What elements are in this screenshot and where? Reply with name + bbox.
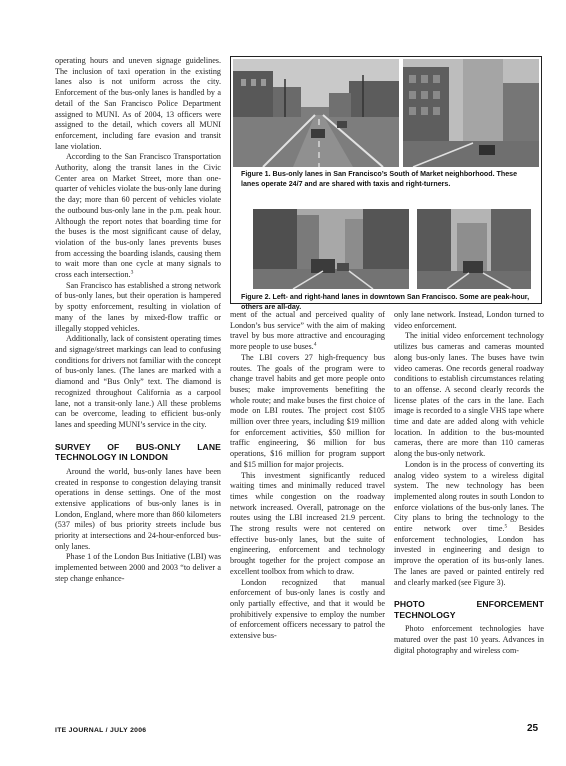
paragraph: ment of the actual and perceived quality of London’s bus service” with the aim of making travel by bus more attractive and encouraging more people to use buses.$^4$ bbox=[230, 310, 385, 352]
footnote-ref: 3 bbox=[130, 269, 134, 276]
figure-2-photo-left bbox=[253, 209, 409, 289]
paragraph: Additionally, lack of consistent operating times and signage/street markings can lead to confusing conditions for drivers not familiar with the concept of bus-only lanes. (The lanes are marked with a diamond and “Bus Only” text. The diamond is recognized throughout California as a carpool lane, not a transit-only lane.) All these problems can be overcome, leading to efficient bus-only lanes and speeding MUNI’s service in the city. bbox=[55, 334, 221, 429]
paragraph: This investment significantly reduced waiting times and minimally reduced travel times while congestion on the roadway network increased. Overall, patronage on the routes using the LBI increased 21.9 percent. The strong results were not centered on effective bus-only lanes, but the suite of engineering, enforcement and technology brought together for the project compose an excellent toolbox from which to draw. bbox=[230, 470, 385, 576]
figure-1-photo-street bbox=[233, 59, 399, 167]
figure-1-caption: Figure 1. Bus-only lanes in San Francisco’s South of Market neighborhood. These lanes operate 24/7 and are shared with taxis and right-turners. bbox=[241, 170, 518, 188]
figure-2-photo-right bbox=[417, 209, 531, 289]
figure-panel bbox=[230, 56, 542, 311]
section-heading: PHOTO ENFORCEMENT TECHNOLOGY bbox=[394, 599, 544, 620]
paragraph: The LBI covers 27 high-frequency bus routes. The goals of the program were to change travel habits and get more people onto buses; make improvements benefiting the whole route; and make buses the first choice of mode on LBI routes. The project cost $105 million over three years, including $19 million for enforcement activities, $50 million for traffic engineering, $6 million for bus operations, $16 million for program support and $15 million for major projects. bbox=[230, 352, 385, 469]
page-number: 25 bbox=[527, 723, 539, 734]
text-column-left bbox=[55, 56, 221, 585]
figure-2-caption: Figure 2. Left- and right-hand lanes in downtown San Francisco. Some are peak-hour, others are all-day. bbox=[241, 293, 530, 311]
text-column-right bbox=[394, 310, 544, 657]
text-column-middle bbox=[230, 310, 385, 642]
figure-1-photo-buildings bbox=[403, 59, 539, 167]
paragraph: London recognized that manual enforcement of bus-only lanes is costly and only partially effective, and that it would be prohibitively expensive to employ the number of enforcement officers necessary to patrol the extensive bus- bbox=[230, 577, 385, 641]
paragraph: operating hours and uneven signage guidelines. The inclusion of taxi operation in the existing lanes also is not uniform across the city. Enforcement of the bus-only lanes is handled by a detail of the San Francisco Police Department assigned to MUNI. As of 2004, 13 officers were assigned to the detail, which covers all MUNI enforcement, including fare evasion and transit lane violation. bbox=[55, 56, 221, 151]
paragraph: San Francisco has established a strong network of bus-only lanes, but their operation is hampered by spotty enforcement, resulting in violation of many of the lanes by mixed-flow traffic or illegally stopped vehicles. bbox=[55, 280, 221, 333]
paragraph: Photo enforcement technologies have matured over the past 10 years. Advances in digital photography and wireless com- bbox=[394, 624, 544, 655]
journal-footer: ITE JOURNAL / JULY 2006 bbox=[55, 727, 147, 734]
paragraph: Phase 1 of the London Bus Initiative (LBI) was implemented between 2000 and 2003 “to deliver a step change enhance- bbox=[55, 552, 221, 583]
paragraph: Around the world, bus-only lanes have been created in response to congestion delaying transit operations in dense settings. One of the most extensive applications of bus-only lanes is in London, England, where more than 860 kilometers (537 miles) of bus priority streets include bus priority at intersections and 24-hour-enforced bus-only lanes. bbox=[55, 466, 221, 551]
paragraph: only lane network. Instead, London turned to video enforcement. bbox=[394, 310, 544, 330]
paragraph: According to the San Francisco Transportation Authority, along the transit lanes in the Civic Center area on Market Street, more than one-quarter of vehicles violate the bus-only lane during the day; more than 60 percent of vehicles violate the outbound bus-only lane in the p.m. peak hour. Although the report notes that boarding time for the buses is the most significant cause of delay, violation of the bus-only lanes prevents buses from accessing the boarding islands, causing them to wait more than one cycle at many signals to cross each intersection.$^3$ bbox=[55, 152, 221, 280]
paragraph: The initial video enforcement technology utilizes bus cameras and cameras mounted along bus-only lanes. The buses have twin video cameras. One records general roadway conditions to establish circumstances relating to an offense. A second clearly records the license plates of the cars in the lane. Each image is recorded to a single VHS tape where time and date are added along with vehicle location. In addition to the bus-mounted cameras, there are more than 110 cameras along the bus-only network. bbox=[394, 331, 544, 459]
paragraph: London is in the process of converting its analog video system to a wireless digital system. The new technology has been implemented along routes in south London to enforce violations of the bus-only lanes. The City plans to bring the technology to the entire network over time.$^5$ Besides enforcement technologies, London has invested in engineering and design to improve the operation of its bus-only lanes. The lanes are paved or painted entirely red and clearly marked (see Figure 3). bbox=[394, 459, 544, 587]
footnote-ref: 4 bbox=[313, 341, 317, 348]
footnote-ref: 5 bbox=[504, 523, 508, 530]
section-heading: SURVEY OF BUS-ONLY LANE TECHNOLOGY IN LONDON bbox=[55, 441, 221, 463]
